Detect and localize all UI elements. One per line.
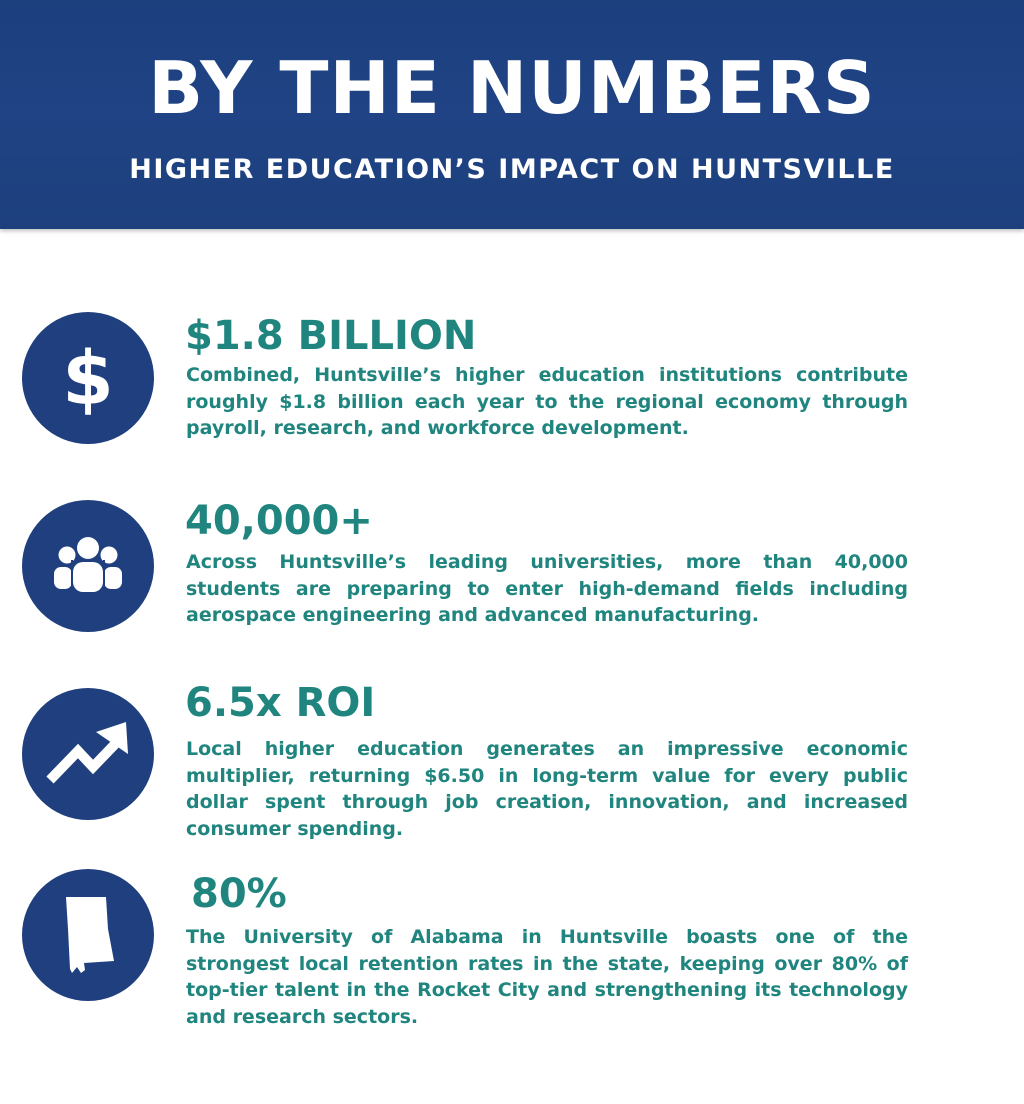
stat-description: The University of Alabama in Huntsville boasts one of the strongest local retention rates in the state, keeping over 80% of top-tier talent in the Rocket City and strengthening its technology and research sectors. xyxy=(186,926,908,1028)
trending-up-arrow-icon xyxy=(22,688,154,820)
stat-headline: 6.5x ROI xyxy=(185,680,376,726)
stat-description: Combined, Huntsville’s higher education institutions contribute roughly $1.8 billion each year to the regional economy through payroll, research, and workforce development. xyxy=(186,364,908,440)
stat-description: Across Huntsville’s leading universities, more than 40,000 students are preparing to enter high-demand fields including aerospace engineering and advanced manufacturing. xyxy=(186,551,908,627)
alabama-map-icon xyxy=(22,869,154,1001)
page-title: BY THE NUMBERS xyxy=(148,46,876,130)
stat-description: Local higher education generates an impressive economic multiplier, returning $6.50 in long-term value for every public dollar spent through job creation, innovation, and increased consumer spending. xyxy=(186,738,908,840)
stat-headline: 80% xyxy=(191,871,287,917)
header-banner xyxy=(0,0,1024,229)
stat-headline: 40,000+ xyxy=(185,498,373,544)
stat-headline: $1.8 BILLION xyxy=(185,313,477,359)
dollar-sign-icon xyxy=(22,312,154,444)
page-subtitle: HIGHER EDUCATION’S IMPACT ON HUNTSVILLE xyxy=(129,154,895,185)
svg-text:$: $ xyxy=(62,336,114,422)
people-group-icon xyxy=(22,500,154,632)
